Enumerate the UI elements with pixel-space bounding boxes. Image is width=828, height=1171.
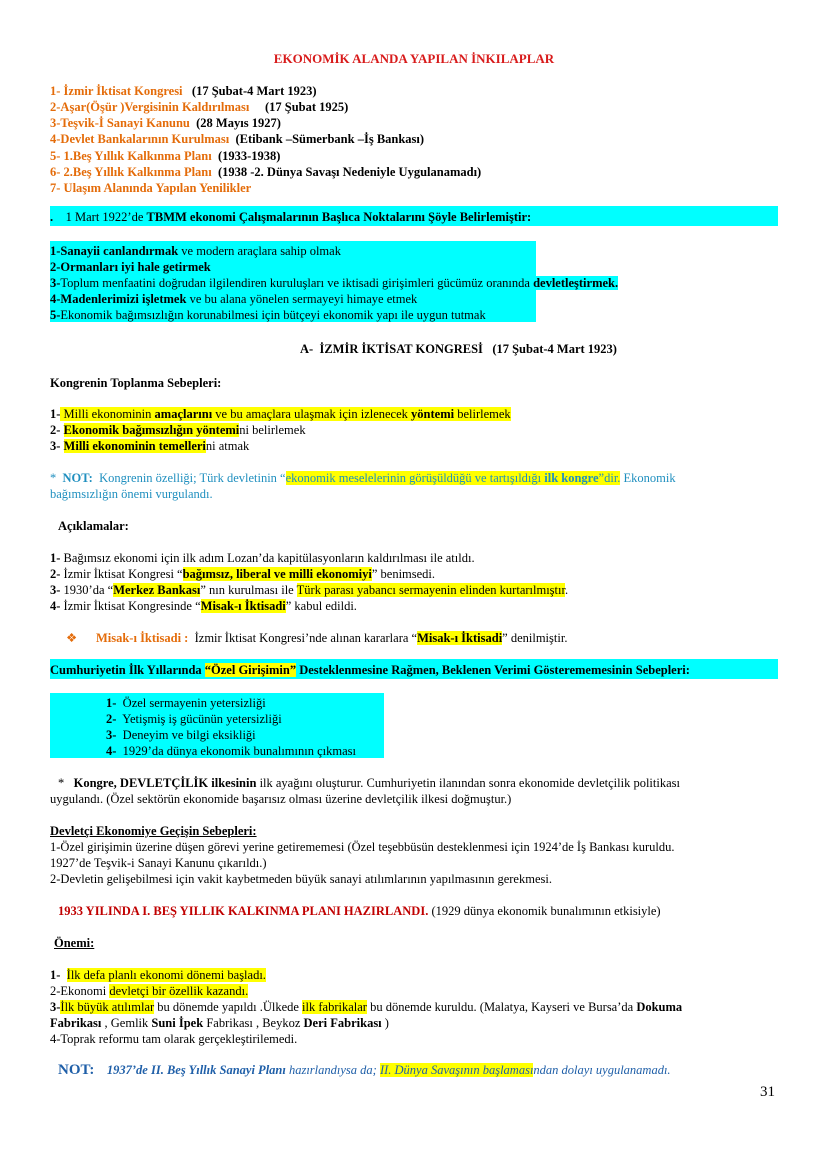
onemi-heading: Önemi: <box>54 936 95 950</box>
list-item: 4-Madenlerimizi işletmek ve bu alana yönelen sermayeyi himaye etmek <box>50 292 418 306</box>
list-item: 2- Ekonomik bağımsızlığın yöntemini belirlemek <box>50 423 306 437</box>
list-item: 4- 1929’da dünya ekonomik bunalımının çıkması <box>106 744 356 758</box>
page-number: 31 <box>760 1084 775 1100</box>
list-item: 1- Bağımsız ekonomi için ilk adım Lozan’da kapitülasyonların kaldırılması ile atıldı. <box>50 551 475 565</box>
plan-1933-heading: 1933 YILINDA I. BEŞ YILLIK KALKINMA PLANI HAZIRLANDI. (1929 dünya ekonomik bunalımının etkisiyle) <box>58 904 661 918</box>
section-a-heading: A- İZMİR İKTİSAT KONGRESİ (17 Şubat-4 Mart 1923) <box>300 342 617 356</box>
note-kongre: * NOT: Kongrenin özelliği; Türk devletinin “ekonomik meselelerinin görüşüldüğü ve tartışıldığı ilk kongre”dir. Ekonomik <box>50 471 676 485</box>
list-item: 1- Milli ekonominin amaçlarını ve bu amaçlara ulaşmak için izlenecek yöntemi belirlemek <box>50 407 511 421</box>
devletcilik-paragraph-line2: uygulandı. (Özel sektörün ekonomide başarısız olması üzerine devletçilik ilkesi doğmuştur.) <box>50 792 512 806</box>
list-item-continued: 1927’de Teşvik-i Sanayi Kanunu çıkarıldı.) <box>50 856 267 870</box>
list-item: 3- 1930’da “Merkez Bankası” nın kurulması ile Türk parası yabancı sermayenin elinden kurtarılmıştır. <box>50 583 569 597</box>
list-item: 2-Ormanları iyi hale getirmek <box>50 260 211 274</box>
ozel-heading: Cumhuriyetin İlk Yıllarında “Özel Girişimin” Desteklenmesine Rağmen, Beklenen Verimi Gösterememesinin Sebepleri: <box>50 663 690 677</box>
note-kongre-line2: bağımsızlığın önemi vurgulandı. <box>50 487 213 501</box>
list-item: 1- İzmir İktisat Kongresi (17 Şubat-4 Mart 1923) <box>50 84 317 98</box>
list-item: 2-Ekonomi devletçi bir özellik kazandı. <box>50 984 249 998</box>
misak-definition: ❖ Misak-ı İktisadi : İzmir İktisat Kongresi’nde alınan kararlara “Misak-ı İktisadi” denilmiştir. <box>66 631 568 645</box>
list-item: 6- 2.Beş Yıllık Kalkınma Planı (1938 -2. Dünya Savaşı Nedeniyle Uygulanamadı) <box>50 165 482 179</box>
list-item: 3-Teşvik-İ Sanayi Kanunu (28 Mayıs 1927) <box>50 116 281 130</box>
list-item: 5-Ekonomik bağımsızlığın korunabilmesi için bütçeyi ekonomik yapı ile uygun tutmak <box>50 308 486 322</box>
page-title: EKONOMİK ALANDA YAPILAN İNKILAPLAR <box>273 51 555 66</box>
list-item: 5- 1.Beş Yıllık Kalkınma Planı (1933-1938) <box>50 149 281 163</box>
devletcilik-paragraph: * Kongre, DEVLETÇİLİK ilkesinin ilk ayağını oluşturur. Cumhuriyetin ilanından sonra ekonomide devletçilik politikası <box>58 776 680 790</box>
list-item: 7- Ulaşım Alanında Yapılan Yenilikler <box>50 181 252 195</box>
list-item-continued: Fabrikası , Gemlik Suni İpek Fabrikası , Beykoz Deri Fabrikası ) <box>50 1016 389 1030</box>
list-item: 2- İzmir İktisat Kongresi “bağımsız, liberal ve milli ekonomiyi” benimsedi. <box>50 567 436 581</box>
list-item: 2- Yetişmiş iş gücünün yetersizliği <box>106 712 282 726</box>
list-item: 2-Devletin gelişebilmesi için vakit kaybetmeden büyük sanayi atılımlarının yapılmasının gerekmesi. <box>50 872 552 886</box>
list-item: 4-Devlet Bankalarının Kurulması (Etibank –Sümerbank –İş Bankası) <box>50 132 425 146</box>
aciklama-heading: Açıklamalar: <box>58 519 129 533</box>
list-item: 3- Milli ekonominin temellerini atmak <box>50 439 250 453</box>
list-item: 1-Sanayii canlandırmak ve modern araçlara sahip olmak <box>50 244 341 258</box>
list-item: 1- Özel sermayenin yetersizliği <box>106 696 266 710</box>
note-second-plan: NOT: 1937’de II. Beş Yıllık Sanayi Planı hazırlandıysa da; II. Dünya Savaşının başlamasından dolayı uygulanamadı. <box>58 1062 671 1078</box>
list-item: 3-İlk büyük atılımlar bu dönemde yapıldı .Ülkede ilk fabrikalar bu dönemde kuruldu. (Malatya, Kayseri ve Bursa’da Dokuma <box>50 1000 683 1014</box>
list-item: 3- Deneyim ve bilgi eksikliği <box>106 728 256 742</box>
list-item: 1-Özel girişimin üzerine düşen görevi yerine getirememesi (Özel teşebbüsün desteklenmesi için 1924’de İş Bankası kuruldu. <box>50 840 675 854</box>
tbmm-heading: . 1 Mart 1922’de TBMM ekonomi Çalışmalarının Başlıca Noktalarını Şöyle Belirlemiştir: <box>50 210 532 224</box>
reasons-heading: Kongrenin Toplanma Sebepleri: <box>50 376 222 390</box>
devletci-heading: Devletçi Ekonomiye Geçişin Sebepleri: <box>50 824 257 838</box>
list-item: 1- İlk defa planlı ekonomi dönemi başladı. <box>50 968 266 982</box>
list-item: 2-Aşar(Öşür )Vergisinin Kaldırılması (17 Şubat 1925) <box>50 100 349 114</box>
list-item: 3-Toplum menfaatini doğrudan ilgilendiren kuruluşları ve iktisadi girişimleri gücümüz oranında devletleştirmek. <box>50 276 619 290</box>
list-item: 4- İzmir İktisat Kongresinde “Misak-ı İktisadi” kabul edildi. <box>50 599 357 613</box>
diamond-bullet-icon: ❖ <box>66 631 78 645</box>
list-item: 4-Toprak reformu tam olarak gerçekleştirilemedi. <box>50 1032 298 1046</box>
